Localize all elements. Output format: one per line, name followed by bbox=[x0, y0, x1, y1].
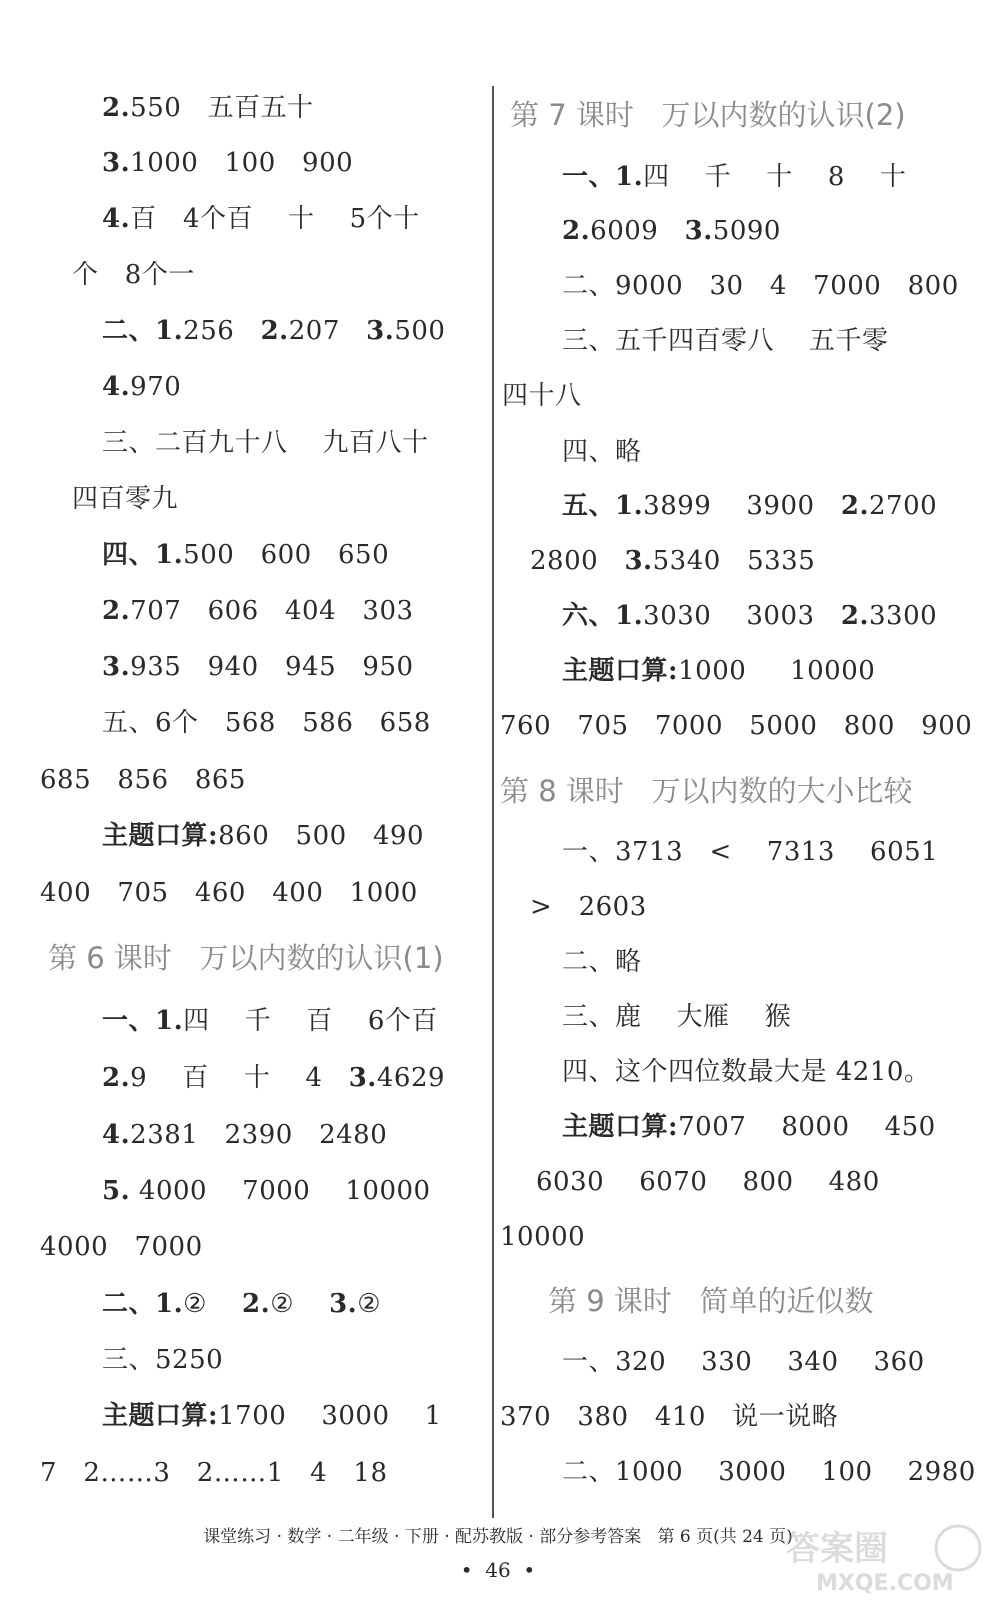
answer-line: 4000 7000 bbox=[40, 1232, 203, 1262]
answer-line: 四、1.500 600 650 bbox=[102, 540, 390, 570]
answer-line: 主题口算:860 500 490 bbox=[102, 821, 425, 851]
answer-line: 6030 6070 800 480 bbox=[536, 1167, 880, 1197]
lesson-heading-6: 第 6 课时 万以内数的认识(1) bbox=[48, 941, 444, 975]
answer-line: 7 2……3 2……1 4 18 bbox=[40, 1458, 388, 1488]
answer-line: 2.9 百 十 4 3.4629 bbox=[102, 1063, 446, 1093]
page-number: • 46 • bbox=[460, 1558, 536, 1582]
answer-line: 二、略 bbox=[562, 947, 642, 977]
answer-line: 10000 bbox=[500, 1222, 586, 1252]
answer-line: 主题口算:1000 10000 bbox=[562, 656, 876, 686]
answer-line: 二、1000 3000 100 2980 bbox=[562, 1457, 976, 1487]
answer-line: 370 380 410 说一说略 bbox=[500, 1402, 839, 1432]
column-divider bbox=[492, 86, 494, 1518]
answer-line: 400 705 460 400 1000 bbox=[40, 878, 418, 908]
answer-line: 四、这个四位数最大是 4210。 bbox=[562, 1057, 931, 1087]
answer-line: 一、1.四 千 十 8 十 bbox=[562, 162, 907, 192]
lesson-heading-7: 第 7 课时 万以内数的认识(2) bbox=[510, 98, 906, 132]
answer-line: 三、二百九十八 九百八十 bbox=[102, 428, 429, 458]
answer-line: 760 705 7000 5000 800 900 bbox=[500, 711, 973, 741]
answer-line: 五、6个 568 586 658 bbox=[102, 708, 431, 738]
answer-line: 2800 3.5340 5335 bbox=[530, 546, 816, 576]
answer-line: 2.6009 3.5090 bbox=[562, 216, 781, 246]
answer-line: 五、1.3899 3900 2.2700 bbox=[562, 491, 938, 521]
answer-line: 四十八 bbox=[502, 381, 582, 411]
answer-line: 3.935 940 945 950 bbox=[102, 652, 414, 682]
answer-line: 六、1.3030 3003 2.3300 bbox=[562, 601, 938, 631]
lesson-heading-9: 第 9 课时 简单的近似数 bbox=[548, 1284, 874, 1318]
answer-line: 二、9000 30 4 7000 800 bbox=[562, 271, 959, 301]
answer-line: 685 856 865 bbox=[40, 765, 246, 795]
answer-line: 4.2381 2390 2480 bbox=[102, 1120, 388, 1150]
answer-line: 四百零九 bbox=[72, 484, 179, 514]
answer-line: > 2603 bbox=[530, 892, 647, 922]
answer-line: 4.百 4个百 十 5个十 bbox=[102, 204, 420, 234]
watermark-url: MXQE.COM bbox=[816, 1571, 954, 1596]
answer-line: 三、五千四百零八 五千零 bbox=[562, 326, 889, 356]
answer-line: 2.707 606 404 303 bbox=[102, 596, 414, 626]
answer-line: 4.970 bbox=[102, 372, 182, 402]
watermark-circle bbox=[936, 1526, 980, 1570]
answer-line: 三、鹿 大雁 猴 bbox=[562, 1002, 792, 1032]
answer-line: 四、略 bbox=[562, 437, 642, 467]
answer-line: 二、1.② 2.② 3.② bbox=[102, 1289, 382, 1319]
watermark-text: 答案圈 bbox=[786, 1529, 888, 1569]
answer-line: 个 8个一 bbox=[72, 260, 195, 290]
answer-line: 三、5250 bbox=[102, 1345, 224, 1375]
page-footer: 课堂练习 · 数学 · 二年级 · 下册 · 配苏教版 · 部分参考答案 第 6 页(共 24 页) bbox=[203, 1527, 793, 1547]
answer-line: 5. 4000 7000 10000 bbox=[102, 1176, 431, 1206]
answer-line: 2.550 五百五十 bbox=[102, 93, 314, 123]
answer-line: 二、1.256 2.207 3.500 bbox=[102, 316, 446, 346]
answer-line: 主题口算:7007 8000 450 bbox=[562, 1112, 936, 1142]
answer-line: 一、3713 < 7313 6051 bbox=[562, 837, 939, 867]
answer-line: 一、320 330 340 360 bbox=[562, 1347, 925, 1377]
watermark-logo bbox=[776, 1518, 988, 1596]
answer-line: 主题口算:1700 3000 1 bbox=[102, 1401, 442, 1431]
answer-line: 3.1000 100 900 bbox=[102, 148, 354, 178]
answer-line: 一、1.四 千 百 6个百 bbox=[102, 1006, 438, 1036]
lesson-heading-8: 第 8 课时 万以内数的大小比较 bbox=[500, 774, 913, 808]
